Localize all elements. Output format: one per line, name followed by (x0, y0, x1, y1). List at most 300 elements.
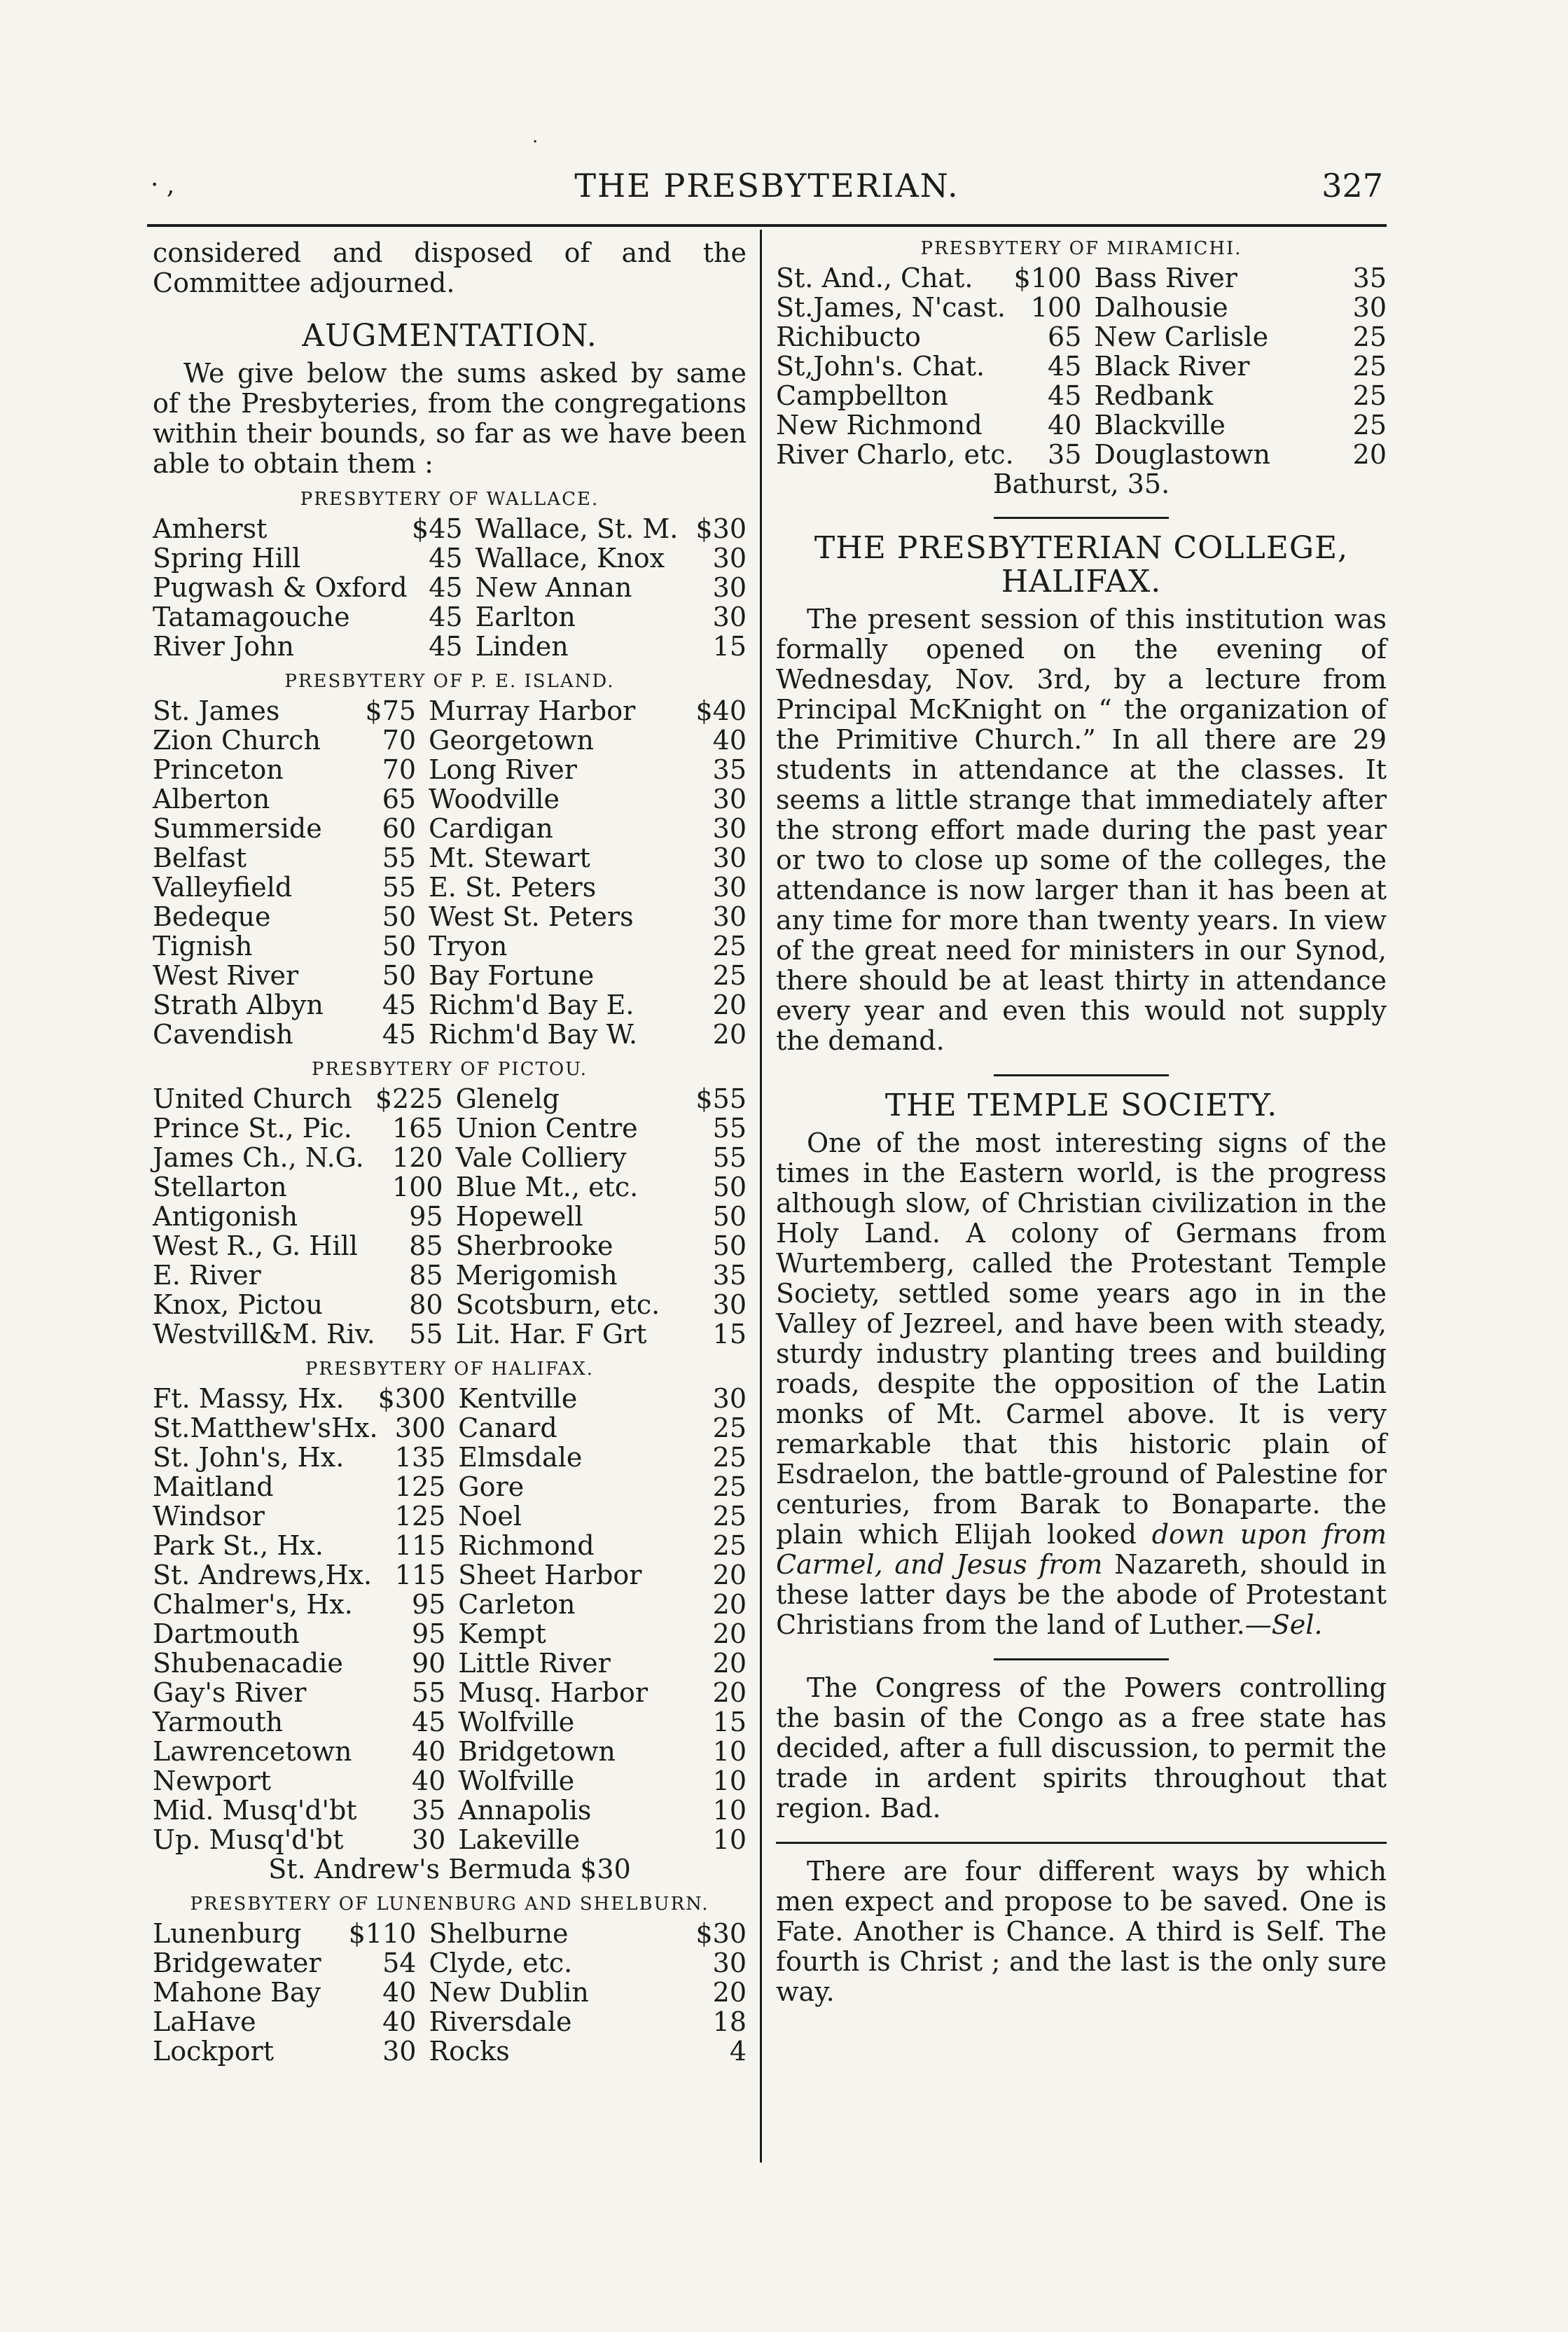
amount: 40 (382, 2006, 417, 2037)
amount: 135 (394, 1442, 446, 1473)
congregation-name: New Annan (475, 572, 632, 603)
amount: 55 (382, 872, 417, 903)
amount: 115 (394, 1560, 446, 1590)
amount: 40 (411, 1736, 446, 1767)
congregation-name: River Charlo, etc. (776, 439, 1014, 470)
amount: 115 (394, 1530, 446, 1561)
amount: 20 (712, 1648, 747, 1679)
amount: 85 (409, 1230, 443, 1261)
amount: 35 (411, 1795, 446, 1826)
amount: 55 (712, 1113, 747, 1144)
amount: 10 (712, 1736, 747, 1767)
table-row (153, 961, 747, 990)
congregation-name: Shubenacadie (153, 1648, 343, 1679)
congregation-name: Long River (429, 754, 577, 785)
separator (994, 1074, 1169, 1076)
congregation-name: Zion Church (153, 725, 321, 756)
amount: 100 (392, 1172, 443, 1202)
table-row (153, 514, 747, 543)
congregation-name: Blue Mt., etc. (455, 1172, 639, 1202)
congregation-name: Black River (1094, 351, 1250, 382)
table-row (153, 1501, 747, 1531)
congregation-name: Dalhousie (1094, 292, 1228, 323)
temple-text: One of the most interesting signs of the times in the Eastern world, is the progress although slow, of Christian civilization in the Holy Land. A colony of Germans from Wurtemberg, called the Protestant Temple Society, settled some years ago in in the Valley of Jezreel, and have been with steady, sturdy industry planting trees and building roads, despite the opposition of the Latin monks of Mt. Carmel above. It is very remarkable that this historic plain of Esdraelon, the battle-ground of Palestine for centuries, from Barak to Bonaparte. the plain which Elijah looked (776, 1127, 1387, 1550)
amount: 20 (712, 1560, 747, 1590)
congregation-name: West River (153, 960, 299, 991)
table-row (153, 990, 747, 1020)
amount: $45 (412, 513, 463, 544)
amount: 60 (382, 813, 417, 844)
congregation-name: Tatamagouche (153, 602, 350, 632)
table-row (153, 902, 747, 931)
amount: 18 (712, 2006, 747, 2037)
augmentation-heading: AUGMENTATION. (302, 318, 597, 354)
congregation-name: Maitland (153, 1471, 274, 1502)
amount: 55 (382, 842, 417, 873)
presbytery-heading: PRESBYTERY OF WALLACE. (300, 489, 599, 510)
amount: 20 (712, 990, 747, 1020)
amount: 120 (392, 1142, 443, 1173)
amount: 54 (382, 1948, 417, 1978)
amount: 10 (712, 1765, 747, 1796)
amount: 40 (712, 725, 747, 756)
amount: 30 (1352, 292, 1387, 323)
table-row (153, 1948, 747, 1978)
table-row (776, 410, 1387, 440)
table-row (153, 1290, 747, 1319)
table-row (153, 1084, 747, 1113)
amount: 45 (429, 572, 463, 603)
congregation-name: St. And., Chat. (776, 263, 973, 293)
amount: 20 (712, 1618, 747, 1649)
congregation-name: Riversdale (429, 2006, 572, 2037)
presbytery-table (776, 263, 1387, 469)
header-rule (147, 224, 1387, 227)
amount: 50 (382, 931, 417, 962)
table-row (153, 1413, 747, 1443)
congregation-name: Shelburne (429, 1918, 569, 1949)
table-row (776, 352, 1387, 381)
amount: 20 (712, 1677, 747, 1708)
table-row (153, 1172, 747, 1202)
amount: 25 (712, 1530, 747, 1561)
congregation-name: Carleton (458, 1589, 576, 1620)
congregation-name: Gay's River (153, 1677, 307, 1708)
presbytery-footer: St. Andrew's Bermuda $30 (268, 1854, 631, 1885)
congregation-name: New Dublin (429, 1977, 589, 2008)
congo-paragraph: The Congress of the Powers controlling the basin of the Congo as a free state has decided, after a full discussion, to permit the trade in ardent spirits throughout that region. Bad. (776, 1672, 1387, 1824)
table-row (153, 931, 747, 961)
congregation-name: Alberton (153, 784, 270, 814)
table-row (153, 1766, 747, 1796)
congregation-name: Rocks (429, 2036, 510, 2067)
amount: 125 (394, 1501, 446, 1532)
congregation-name: Park St., Hx. (153, 1530, 324, 1561)
congregation-name: Earlton (475, 602, 576, 632)
congregation-name: LaHave (153, 2006, 256, 2037)
congregation-name: Yarmouth (153, 1707, 284, 1737)
congregation-name: Pugwash & Oxford (153, 572, 408, 603)
amount: 15 (712, 1707, 747, 1737)
congregation-name: Up. Musq'd'bt (153, 1824, 344, 1855)
congregation-name: Westvill&M. Riv. (153, 1319, 375, 1349)
amount: 10 (712, 1795, 747, 1826)
table-row (153, 1919, 747, 1948)
college-heading: THE PRESBYTERIAN COLLEGE, HALIFAX. (814, 530, 1349, 599)
amount: 30 (712, 872, 747, 903)
table-row (153, 1978, 747, 2007)
amount: 100 (1030, 292, 1082, 323)
table-row (153, 602, 747, 632)
congregation-name: Canard (458, 1413, 557, 1443)
amount: 55 (411, 1677, 446, 1708)
congregation-name: Gore (458, 1471, 525, 1502)
header-mark: · , (151, 171, 175, 200)
congregation-name: James Ch., N.G. (153, 1142, 364, 1173)
congregation-name: Valleyfield (153, 872, 293, 903)
congregation-name: Mt. Stewart (429, 842, 590, 873)
congregation-name: Bay Fortune (429, 960, 595, 991)
amount: 40 (382, 1977, 417, 2008)
congregation-name: Bass River (1094, 263, 1237, 293)
congregation-name: West St. Peters (429, 901, 634, 932)
table-row (153, 1472, 747, 1501)
amount: 30 (712, 813, 747, 844)
table-row (153, 1796, 747, 1825)
amount: 70 (382, 725, 417, 756)
congregation-name: United Church (153, 1083, 352, 1114)
amount: 30 (712, 602, 747, 632)
table-row (153, 1590, 747, 1619)
table-row (153, 726, 747, 755)
amount: 40 (411, 1765, 446, 1796)
amount: 50 (712, 1172, 747, 1202)
congregation-name: Blackville (1094, 410, 1226, 440)
temple-heading: THE TEMPLE SOCIETY. (884, 1088, 1278, 1123)
table-row (153, 784, 747, 814)
congregation-name: Sheet Harbor (458, 1560, 642, 1590)
congregation-name: Strath Albyn (153, 990, 324, 1020)
amount: 55 (712, 1142, 747, 1173)
table-row (153, 1113, 747, 1143)
amount: 30 (712, 784, 747, 814)
congregation-name: Scotsburn, etc. (455, 1289, 660, 1320)
amount: $100 (1013, 263, 1082, 293)
ways-paragraph: There are four different ways by which men expect and propose to be saved. One is Fate. Another is Chance. A third is Self. The fourth is Christ ; and the last is the only sure way. (776, 1856, 1387, 2007)
congregation-name: Linden (475, 631, 569, 662)
table-row (153, 2007, 747, 2036)
congregation-name: Noel (458, 1501, 522, 1532)
congregation-name: Wolfville (458, 1707, 575, 1737)
amount: 95 (409, 1201, 443, 1232)
congregation-name: Cavendish (153, 1019, 293, 1050)
congregation-name: Douglastown (1094, 439, 1270, 470)
amount: 30 (411, 1824, 446, 1855)
amount: 25 (1352, 351, 1387, 382)
amount: 25 (712, 1501, 747, 1532)
amount: 30 (712, 901, 747, 932)
amount: 65 (1048, 321, 1082, 352)
table-row (153, 1560, 747, 1590)
congregation-name: E. River (153, 1260, 261, 1291)
congregation-name: Vale Colliery (455, 1142, 627, 1173)
amount: 20 (1352, 439, 1387, 470)
table-row (153, 1319, 747, 1349)
amount: 25 (712, 1413, 747, 1443)
amount: 30 (382, 2036, 417, 2067)
amount: 65 (382, 784, 417, 814)
temple-text-end: Nazareth, should in these latter days be the abode of Protestant Christians from the land of Luther.— (776, 1549, 1387, 1640)
temple-source: Sel. (1271, 1609, 1323, 1640)
congregation-name: Amherst (153, 513, 268, 544)
congregation-name: Bridgewater (153, 1948, 321, 1978)
amount: 30 (712, 543, 747, 574)
column-divider (760, 230, 762, 2163)
table-row (153, 1020, 747, 1049)
presbytery-table (153, 696, 747, 1049)
table-row (153, 843, 747, 873)
congregation-name: Bedeque (153, 901, 271, 932)
congregation-name: Murray Harbor (429, 695, 636, 726)
amount: 25 (1352, 321, 1387, 352)
table-row (776, 440, 1387, 469)
separator (994, 1658, 1169, 1660)
congregation-name: Tignish (153, 931, 253, 962)
table-row (153, 873, 747, 902)
congregation-name: Wallace, St. M. (475, 513, 679, 544)
congregation-name: Richm'd Bay E. (429, 990, 634, 1020)
amount: 10 (712, 1824, 747, 1855)
temple-italic-text: down upon from Carmel, and Jesus from (776, 1519, 1387, 1580)
table-row (153, 814, 747, 843)
congregation-name: Little River (458, 1648, 611, 1679)
table-row (153, 1531, 747, 1560)
table-row (153, 1825, 747, 1854)
presbytery-heading: PRESBYTERY OF HALIFAX. (305, 1359, 595, 1380)
congregation-name: St.Matthew'sHx. (153, 1413, 378, 1443)
amount: $225 (375, 1083, 443, 1114)
amount: 50 (382, 960, 417, 991)
table-row (153, 1649, 747, 1678)
college-article: The present session of this institution was formally opened on the evening of Wednesday, Nov. 3rd, by a lecture from Principal McKnight on “ the organization of the Primitive Church.” In all there are 29 students in attendance at the classes. It seems a little strange that immediately after the strong effort made during the past year or two to close up some of the colleges, the attendance is now larger than it has been at any time for more than twenty years. In view of the great need for ministers in our Synod, there should be at least thirty in attendance every year and even this would not supply the demand. (776, 604, 1387, 1056)
separator (776, 1842, 1387, 1844)
congregation-name: Richibucto (776, 321, 921, 352)
congregation-name: Clyde, etc. (429, 1948, 573, 1978)
congregation-name: Windsor (153, 1501, 265, 1532)
page-number: 327 (1321, 167, 1383, 204)
congregation-name: Woodville (429, 784, 560, 814)
table-row (153, 755, 747, 784)
congregation-name: New Carlisle (1094, 321, 1269, 352)
amount: 45 (382, 1019, 417, 1050)
amount: 25 (1352, 380, 1387, 411)
amount: 45 (429, 602, 463, 632)
amount: 35 (1352, 263, 1387, 293)
amount: 90 (411, 1648, 446, 1679)
amount: 95 (411, 1589, 446, 1620)
congregation-name: Richmond (458, 1530, 595, 1561)
presbytery-heading: PRESBYTERY OF PICTOU. (312, 1059, 588, 1080)
congregation-name: West R., G. Hill (153, 1230, 358, 1261)
amount: $300 (377, 1383, 446, 1414)
table-row (153, 573, 747, 602)
amount: 25 (712, 931, 747, 962)
congregation-name: Hopewell (455, 1201, 583, 1232)
table-row (153, 632, 747, 661)
temple-article (776, 1128, 1387, 1640)
amount: $30 (695, 513, 747, 544)
congregation-name: St.James, N'cast. (776, 292, 1006, 323)
congregation-name: St,John's. Chat. (776, 351, 985, 382)
congregation-name: Princeton (153, 754, 284, 785)
congregation-name: Kempt (458, 1618, 546, 1649)
table-row (153, 543, 747, 573)
amount: 15 (712, 631, 747, 662)
amount: $55 (695, 1083, 747, 1114)
congregation-name: Tryon (429, 931, 508, 962)
amount: 45 (382, 990, 417, 1020)
congregation-name: St. James (153, 695, 280, 726)
ink-speck: · (532, 132, 539, 153)
table-row (153, 1707, 747, 1737)
congregation-name: Dartmouth (153, 1618, 300, 1649)
congregation-name: E. St. Peters (429, 872, 597, 903)
amount: 55 (409, 1319, 443, 1349)
congregation-name: River John (153, 631, 295, 662)
amount: $110 (348, 1918, 417, 1949)
congregation-name: Campbellton (776, 380, 948, 411)
table-row (153, 696, 747, 726)
presbytery-heading: PRESBYTERY OF LUNENBURG AND SHELBURN. (190, 1894, 709, 1915)
table-row (153, 1678, 747, 1707)
amount: 45 (1048, 351, 1082, 382)
amount: 25 (712, 1471, 747, 1502)
amount: 20 (712, 1019, 747, 1050)
table-row (153, 1384, 747, 1413)
amount: 25 (712, 1442, 747, 1473)
congregation-name: Knox, Pictou (153, 1289, 323, 1320)
table-row (776, 263, 1387, 293)
amount: 35 (1048, 439, 1082, 470)
amount: 45 (1048, 380, 1082, 411)
amount: 25 (1352, 410, 1387, 440)
presbytery-list (153, 489, 747, 2066)
table-row (153, 1619, 747, 1649)
table-row (776, 322, 1387, 352)
congregation-name: Newport (153, 1765, 271, 1796)
table-row (153, 1231, 747, 1261)
presbytery-footer: Bathurst, 35. (992, 469, 1170, 499)
amount: 125 (394, 1471, 446, 1502)
congregation-name: Spring Hill (153, 543, 301, 574)
amount: 30 (712, 842, 747, 873)
amount: $40 (695, 695, 747, 726)
table-row (153, 1143, 747, 1172)
amount: 50 (712, 1201, 747, 1232)
congregation-name: Prince St., Pic. (153, 1113, 352, 1144)
congregation-name: Sherbrooke (455, 1230, 613, 1261)
amount: 70 (382, 754, 417, 785)
congregation-name: St. Andrews,Hx. (153, 1560, 373, 1590)
table-row (153, 1737, 747, 1766)
augmentation-text: We give below the sums asked by same of the Presbyteries, from the congregations within their bounds, so far as we have been able to obtain them : (153, 358, 747, 479)
amount: 30 (712, 1289, 747, 1320)
left-column (153, 238, 747, 2066)
congregation-name: Lawrencetown (153, 1736, 352, 1767)
congregation-name: Wallace, Knox (475, 543, 665, 574)
amount: 45 (429, 543, 463, 574)
amount: 95 (411, 1618, 446, 1649)
presbytery-table (153, 514, 747, 661)
congregation-name: St. John's, Hx. (153, 1442, 345, 1473)
amount: 25 (712, 960, 747, 991)
congregation-name: Summerside (153, 813, 322, 844)
table-row (153, 1443, 747, 1472)
amount: 300 (394, 1413, 446, 1443)
amount: 30 (712, 572, 747, 603)
amount: $75 (365, 695, 417, 726)
presbytery-table (153, 1919, 747, 2066)
congregation-name: Lakeville (458, 1824, 581, 1855)
amount: 50 (712, 1230, 747, 1261)
amount: 80 (409, 1289, 443, 1320)
congregation-name: Stellarton (153, 1172, 287, 1202)
table-row (153, 1261, 747, 1290)
congregation-name: Merigomish (455, 1260, 618, 1291)
congregation-name: New Richmond (776, 410, 983, 440)
presbytery-table (153, 1384, 747, 1854)
congregation-name: Union Centre (455, 1113, 638, 1144)
amount: 85 (409, 1260, 443, 1291)
amount: 40 (1048, 410, 1082, 440)
table-row (153, 1202, 747, 1231)
congregation-name: Georgetown (429, 725, 594, 756)
congregation-name: Chalmer's, Hx. (153, 1589, 353, 1620)
presbytery-heading: PRESBYTERY OF P. E. ISLAND. (284, 671, 615, 692)
congregation-name: Kentville (458, 1383, 578, 1414)
congregation-name: Glenelg (455, 1083, 560, 1114)
amount: 20 (712, 1977, 747, 2008)
congregation-name: Richm'd Bay W. (429, 1019, 638, 1050)
amount: 35 (712, 1260, 747, 1291)
congregation-name: Bridgetown (458, 1736, 616, 1767)
congregation-name: Elmsdale (458, 1442, 583, 1473)
intro-paragraph: considered and disposed of and the Committee adjourned. (153, 237, 747, 298)
congregation-name: Redbank (1094, 380, 1214, 411)
congregation-name: Cardigan (429, 813, 553, 844)
amount: $30 (695, 1918, 747, 1949)
amount: 45 (429, 631, 463, 662)
right-column (776, 238, 1387, 2007)
amount: 15 (712, 1319, 747, 1349)
amount: 20 (712, 1589, 747, 1620)
separator (994, 517, 1169, 519)
amount: 35 (712, 754, 747, 785)
amount: 165 (392, 1113, 443, 1144)
congregation-name: Mid. Musq'd'bt (153, 1795, 357, 1826)
table-row (153, 2036, 747, 2066)
congregation-name: Musq. Harbor (458, 1677, 648, 1708)
amount: 50 (382, 901, 417, 932)
congregation-name: Ft. Massy, Hx. (153, 1383, 345, 1414)
congregation-name: Lockport (153, 2036, 275, 2067)
congregation-name: Lit. Har. F Grt (455, 1319, 647, 1349)
presbytery-table (153, 1084, 747, 1349)
congregation-name: Mahone Bay (153, 1977, 321, 2008)
amount: 30 (712, 1948, 747, 1978)
running-title: THE PRESBYTERIAN. (574, 167, 959, 204)
page-header (151, 167, 1383, 216)
